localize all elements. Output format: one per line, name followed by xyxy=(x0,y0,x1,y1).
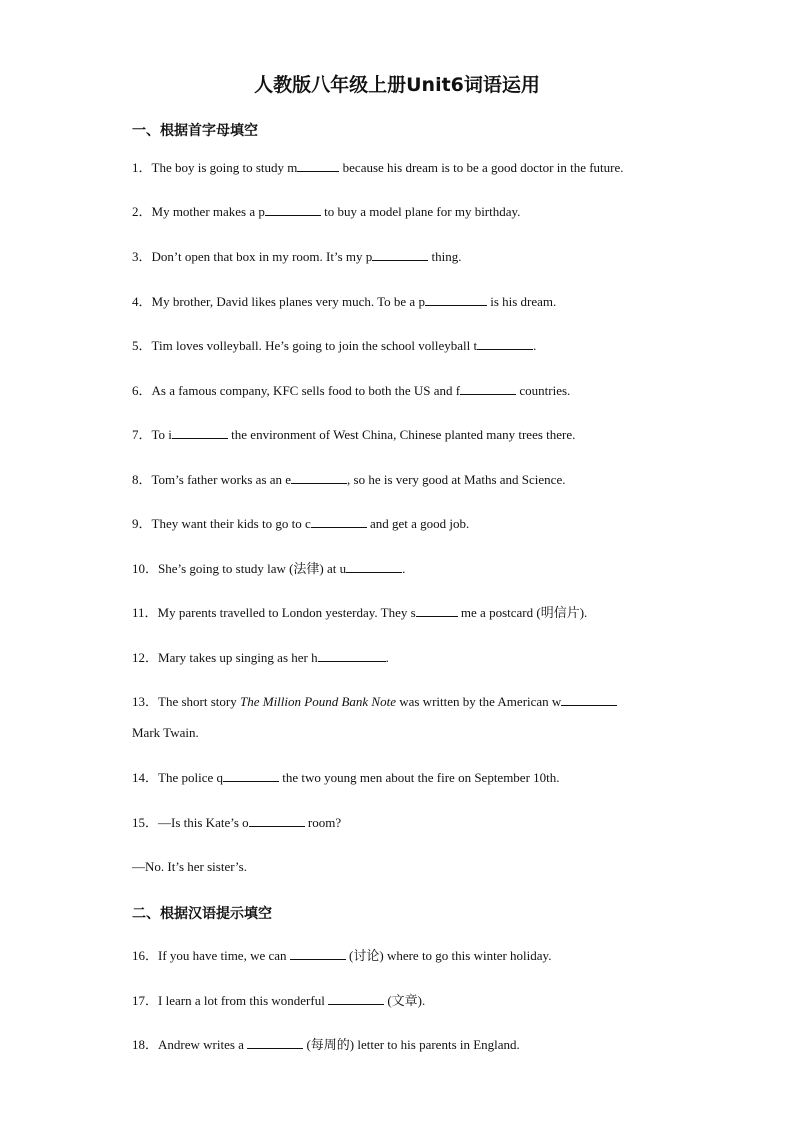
question-8 xyxy=(132,471,672,489)
question-3 xyxy=(132,248,672,266)
answer-blank[interactable] xyxy=(561,693,617,706)
question-text: . xyxy=(385,650,389,665)
question-number: 5． xyxy=(132,338,152,353)
question-5 xyxy=(132,337,672,355)
question-number: 17． xyxy=(132,993,159,1008)
question-text: room? xyxy=(304,815,342,830)
question-text: If you have time, we can xyxy=(158,948,290,963)
question-text: countries. xyxy=(516,383,571,398)
question-4 xyxy=(132,293,672,311)
answer-blank[interactable] xyxy=(265,203,321,216)
answer-blank[interactable] xyxy=(291,471,347,484)
question-number: 11． xyxy=(132,605,158,620)
answer-blank[interactable] xyxy=(372,248,428,261)
answer-blank[interactable] xyxy=(460,382,516,395)
question-number: 6． xyxy=(132,383,152,398)
answer-blank[interactable] xyxy=(290,947,346,960)
question-text: I learn a lot from this wonderful xyxy=(158,993,329,1008)
answer-blank[interactable] xyxy=(425,293,487,306)
question-18 xyxy=(132,1036,672,1054)
answer-blank[interactable] xyxy=(247,1036,303,1049)
question-number: 4． xyxy=(132,294,152,309)
question-13-continued xyxy=(132,724,672,742)
question-number: 14． xyxy=(132,770,159,785)
question-text: the two young men about the fire on September 10th. xyxy=(279,770,560,785)
question-text: My mother makes a p xyxy=(151,204,265,219)
section-heading-chinese-hints: 二、根据汉语提示填空 xyxy=(132,906,272,922)
question-10 xyxy=(132,560,672,578)
question-number: 18． xyxy=(132,1037,159,1052)
question-text: . xyxy=(533,338,537,353)
question-text: The short story xyxy=(158,694,240,709)
answer-blank[interactable] xyxy=(249,814,305,827)
question-text: As a famous company, KFC sells food to both the US and f xyxy=(151,383,461,398)
answer-blank[interactable] xyxy=(416,604,458,617)
question-text: My parents travelled to London yesterday. They s xyxy=(157,605,416,620)
question-text: To i xyxy=(151,427,172,442)
question-text: —Is this Kate’s o xyxy=(158,815,249,830)
question-text: The boy is going to study m xyxy=(151,160,298,175)
question-number: 12． xyxy=(132,650,159,665)
question-17 xyxy=(132,992,672,1010)
question-number: 7． xyxy=(132,427,152,442)
answer-blank[interactable] xyxy=(328,992,384,1005)
question-12 xyxy=(132,649,672,667)
question-number: 9． xyxy=(132,516,152,531)
page-title: 人教版八年级上册Unit6词语运用 xyxy=(254,74,540,96)
question-number: 13． xyxy=(132,694,159,709)
answer-blank[interactable] xyxy=(223,769,279,782)
question-number: 1． xyxy=(132,160,152,175)
answer-blank[interactable] xyxy=(477,337,533,350)
question-text: . xyxy=(402,561,406,576)
question-14 xyxy=(132,769,672,787)
question-7 xyxy=(132,426,672,444)
question-text: Mary takes up singing as her h xyxy=(158,650,318,665)
question-text: thing. xyxy=(428,249,462,264)
question-text: Andrew writes a xyxy=(158,1037,248,1052)
question-text: to buy a model plane for my birthday. xyxy=(320,204,521,219)
question-6 xyxy=(132,382,672,400)
question-text: Mark Twain. xyxy=(132,725,199,740)
question-text: and get a good job. xyxy=(366,516,470,531)
question-text: (文章). xyxy=(384,993,426,1008)
question-number: 3． xyxy=(132,249,152,264)
question-1 xyxy=(132,159,672,177)
question-16 xyxy=(132,947,672,965)
question-text: —No. It’s her sister’s. xyxy=(132,859,247,874)
question-text: Don’t open that box in my room. It’s my p xyxy=(151,249,373,264)
question-number: 16． xyxy=(132,948,159,963)
question-9 xyxy=(132,515,672,533)
question-number: 8． xyxy=(132,472,152,487)
question-text: is his dream. xyxy=(486,294,557,309)
question-15 xyxy=(132,814,672,832)
answer-blank[interactable] xyxy=(311,515,367,528)
question-13 xyxy=(132,693,672,711)
question-number: 15． xyxy=(132,815,159,830)
question-text: was written by the American w xyxy=(395,694,562,709)
answer-blank[interactable] xyxy=(318,649,386,662)
question-15-reply xyxy=(132,858,672,876)
question-2 xyxy=(132,203,672,221)
question-text: (讨论) where to go this winter holiday. xyxy=(345,948,552,963)
question-text: Tom’s father works as an e xyxy=(151,472,292,487)
answer-blank[interactable] xyxy=(297,159,339,172)
answer-blank[interactable] xyxy=(346,560,402,573)
question-text: me a postcard (明信片). xyxy=(457,605,588,620)
question-text: because his dream is to be a good doctor in the future. xyxy=(339,160,624,175)
question-number: 2． xyxy=(132,204,152,219)
question-text: My brother, David likes planes very much. To be a p xyxy=(151,294,425,309)
section-heading-initials: 一、根据首字母填空 xyxy=(132,123,258,139)
question-number: 10． xyxy=(132,561,159,576)
question-text: , so he is very good at Maths and Science. xyxy=(347,472,566,487)
question-text: She’s going to study law (法律) at u xyxy=(158,561,347,576)
question-text: The police q xyxy=(158,770,223,785)
question-text: Tim loves volleyball. He’s going to join the school volleyball t xyxy=(151,338,478,353)
question-text: (每周的) letter to his parents in England. xyxy=(303,1037,520,1052)
question-text: They want their kids to go to c xyxy=(151,516,311,531)
question-text: the environment of West China, Chinese planted many trees there. xyxy=(227,427,576,442)
question-11 xyxy=(132,604,672,622)
answer-blank[interactable] xyxy=(172,426,228,439)
story-title: The Million Pound Bank Note xyxy=(239,694,396,709)
